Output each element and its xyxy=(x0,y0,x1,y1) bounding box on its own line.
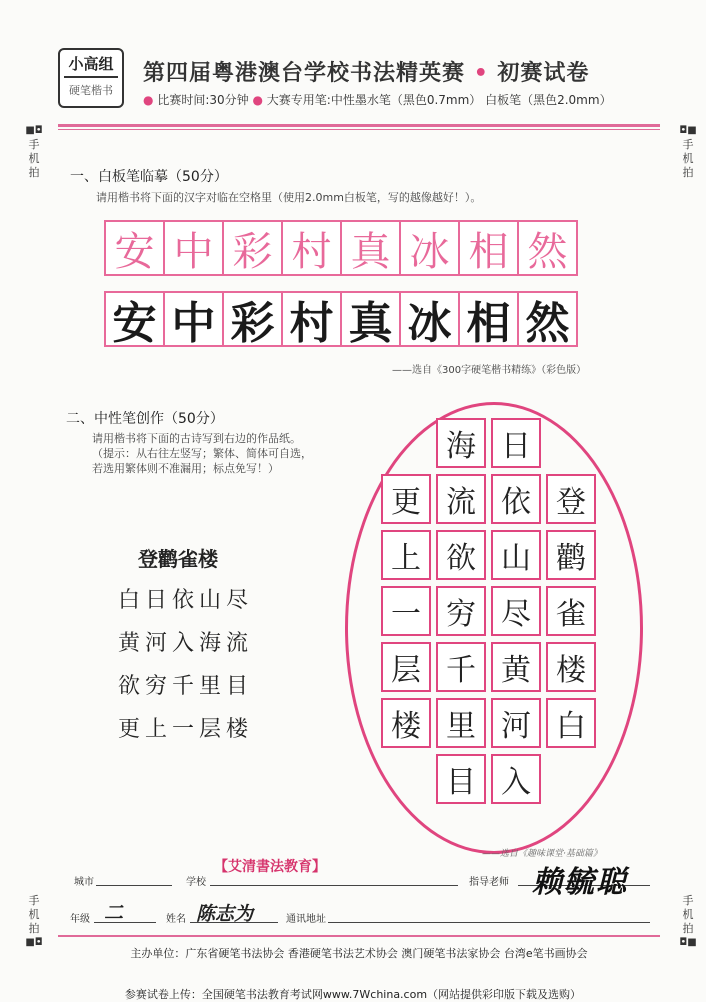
model-char-cell: 彩 xyxy=(222,220,283,276)
teacher-label: 指导老师 xyxy=(469,877,509,888)
section2-instruction-line: 请用楷书将下面的古诗写到右边的作品纸。 xyxy=(92,432,301,445)
written-char-cell: 安 xyxy=(104,291,165,347)
side-note-char: 机 xyxy=(682,152,694,165)
section2-heading: 二、中性笔创作（50分） xyxy=(66,411,224,427)
header-rule xyxy=(58,124,660,127)
school-label: 学校 xyxy=(186,877,206,888)
model-char-cell: 冰 xyxy=(399,220,460,276)
address-label: 通讯地址 xyxy=(286,914,326,925)
side-note-char: 手 xyxy=(682,138,694,151)
section2-instruction-line: 若选用繁体则不准漏用；标点免写！） xyxy=(92,462,279,475)
work-char-cell: 河 xyxy=(491,698,541,748)
work-char-cell: 上 xyxy=(381,530,431,580)
grade-value: 二 xyxy=(104,902,124,924)
work-char-cell: 楼 xyxy=(546,642,596,692)
work-char-cell: 雀 xyxy=(546,586,596,636)
written-char-cell: 真 xyxy=(340,291,401,347)
work-char-cell: 千 xyxy=(436,642,486,692)
section1-heading: 一、白板笔临摹（50分） xyxy=(70,169,228,185)
work-char-cell: 流 xyxy=(436,474,486,524)
group-badge-line2: 硬笔楷书 xyxy=(69,84,113,97)
work-char-cell: 里 xyxy=(436,698,486,748)
group-badge-divider xyxy=(64,76,118,78)
written-char-cell: 中 xyxy=(163,291,224,347)
work-char-cell: 尽 xyxy=(491,586,541,636)
side-note-bottom-left xyxy=(22,894,46,950)
group-badge-line1: 小高组 xyxy=(68,55,114,73)
model-char-cell: 相 xyxy=(458,220,519,276)
poem-line: 欲穷千里目 xyxy=(118,674,254,699)
camera-icon: ■◘ xyxy=(25,125,43,136)
written-char-cell: 然 xyxy=(517,291,578,347)
work-char-cell: 山 xyxy=(491,530,541,580)
model-char-cell: 村 xyxy=(281,220,342,276)
city-label: 城市 xyxy=(74,877,94,888)
page-title xyxy=(143,56,589,87)
work-char-cell: 海 xyxy=(436,418,486,468)
model-char-cell: 真 xyxy=(340,220,401,276)
side-note-top-right xyxy=(676,124,700,180)
school-value: 【艾清書法教育】 xyxy=(214,859,326,875)
section2-instruction-line: （提示：从右往左竖写；繁体、简体可自选， xyxy=(92,447,312,460)
written-char-cell: 冰 xyxy=(399,291,460,347)
written-char-cell: 村 xyxy=(281,291,342,347)
side-note-char: 拍 xyxy=(682,166,694,179)
side-note-char: 手 xyxy=(682,894,694,907)
work-char-cell: 鹳 xyxy=(546,530,596,580)
work-char-cell: 入 xyxy=(491,754,541,804)
city-field[interactable] xyxy=(96,885,172,886)
name-value: 陈志为 xyxy=(196,903,254,925)
work-char-cell: 目 xyxy=(436,754,486,804)
work-char-cell: 日 xyxy=(491,418,541,468)
side-note-char: 拍 xyxy=(28,166,40,179)
bullet-icon: ● xyxy=(252,93,263,107)
work-char-cell: 依 xyxy=(491,474,541,524)
poem-line: 更上一层楼 xyxy=(118,717,254,742)
camera-icon: ◘■ xyxy=(679,125,697,136)
side-note-char: 手 xyxy=(28,138,40,151)
camera-icon: ◘■ xyxy=(679,937,697,948)
name-label: 姓名 xyxy=(166,914,186,925)
exam-pens: 大赛专用笔:中性墨水笔（黑色0.7mm） 白板笔（黑色2.0mm） xyxy=(266,93,612,107)
work-char-cell: 登 xyxy=(546,474,596,524)
footer-rule xyxy=(58,935,660,937)
upload-notice: 参赛试卷上传：全国硬笔书法教育考试网www.7Wchina.com（网站提供彩印版下载及选购） xyxy=(124,988,582,1001)
section2-source: ——选自《趣味课堂·基础篇》 xyxy=(482,849,602,859)
bullet-icon: ● xyxy=(143,93,154,107)
work-char-cell: 一 xyxy=(381,586,431,636)
side-note-char: 手 xyxy=(28,894,40,907)
work-char-cell: 更 xyxy=(381,474,431,524)
written-char-cell: 彩 xyxy=(222,291,283,347)
model-char-cell: 安 xyxy=(104,220,165,276)
side-note-char: 机 xyxy=(28,908,40,921)
title-tail: 初赛试卷 xyxy=(497,61,590,86)
work-char-cell: 层 xyxy=(381,642,431,692)
written-char-cell: 相 xyxy=(458,291,519,347)
school-field[interactable] xyxy=(210,885,458,886)
side-note-char: 拍 xyxy=(28,922,40,935)
teacher-signature: 赖毓聪 xyxy=(532,865,628,900)
work-char-cell: 欲 xyxy=(436,530,486,580)
title-separator: • xyxy=(473,61,489,86)
organizers: 主办单位：广东省硬笔书法协会 香港硬笔书法艺术协会 澳门硬笔书法家协会 台湾e笔书画协会 xyxy=(130,947,588,960)
side-note-char: 机 xyxy=(28,152,40,165)
model-char-cell: 然 xyxy=(517,220,578,276)
side-note-char: 拍 xyxy=(682,922,694,935)
exam-time: 比赛时间:30分钟 xyxy=(157,93,249,107)
written-char-row xyxy=(104,291,576,347)
model-char-row xyxy=(104,220,576,276)
poem-line: 白日依山尽 xyxy=(118,588,254,613)
camera-icon: ■◘ xyxy=(25,937,43,948)
work-char-cell: 白 xyxy=(546,698,596,748)
exam-info xyxy=(143,91,612,108)
side-note-char: 机 xyxy=(682,908,694,921)
poem-title: 登鹳雀楼 xyxy=(138,547,218,571)
side-note-top-left xyxy=(22,124,46,180)
grade-label: 年级 xyxy=(70,914,90,925)
group-badge xyxy=(58,48,124,108)
model-char-cell: 中 xyxy=(163,220,224,276)
section1-instruction: 请用楷书将下面的汉字对临在空格里（使用2.0mm白板笔，写的越像越好！）。 xyxy=(96,191,482,204)
address-field[interactable] xyxy=(328,922,650,923)
section1-source: ——选自《300字硬笔楷书精练》（彩色版） xyxy=(392,365,587,376)
work-char-cell: 黄 xyxy=(491,642,541,692)
side-note-bottom-right xyxy=(676,894,700,950)
work-char-cell: 穷 xyxy=(436,586,486,636)
header-rule-thin xyxy=(58,129,660,130)
poem-line: 黄河入海流 xyxy=(118,631,254,656)
work-char-cell: 楼 xyxy=(381,698,431,748)
title-main: 第四届粤港澳台学校书法精英赛 xyxy=(143,61,466,86)
